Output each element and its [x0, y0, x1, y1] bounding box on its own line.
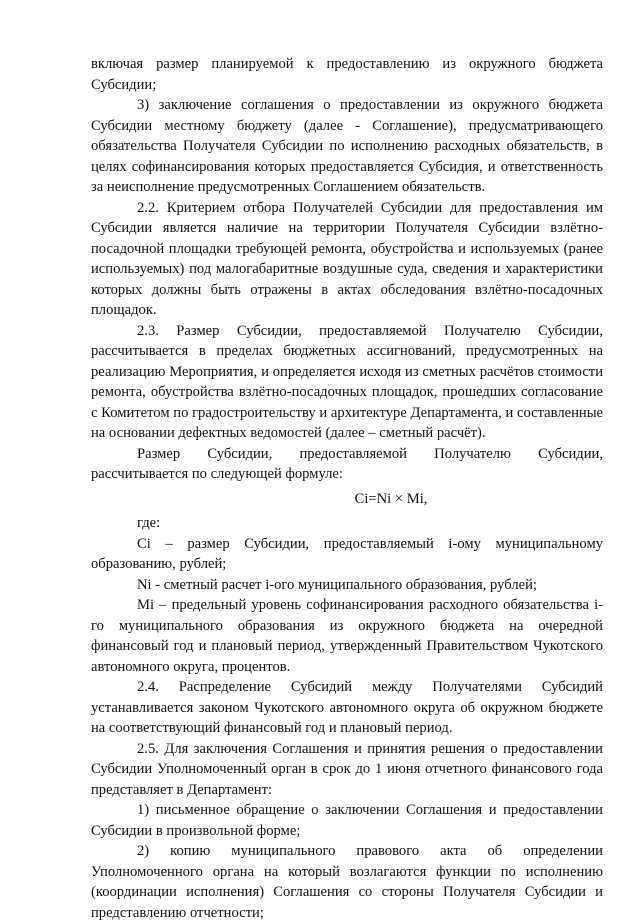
paragraph-item-2-legal-act: 2) копию муниципального правового акта об определении Уполномоченного органа на который возлагаются функции по исполнению (координации исполнения) Соглашения со стороны Получателя Субсидии и представлению отчетности; [91, 843, 603, 921]
paragraph-ci-definition: Ci – размер Субсидии, предоставляемый i-ому муниципальному образованию, рублей; [91, 535, 603, 572]
paragraph-2-2-selection-criterion: 2.2. Критерием отбора Получателей Субсидии для предоставления им Субсидии является наличие на территории Получателя Субсидии взлётно-посадочной площадки требующей ремонта, обустройства и используемых (ранее используемых) под малогабаритные воздушные суда, сведения и характеристики которых должны быть отражены в актах обследования взлётно-посадочных площадок. [91, 199, 603, 318]
paragraph-mi-definition: Mi – предельный уровень софинансирования расходного обязательства i-го муниципального образования из окружного бюджета на очередной финансовый год и плановый период, утвержденный Правительством Чукотского автономного округа, процентов. [91, 597, 603, 675]
paragraph-item-3-agreement: 3) заключение соглашения о предоставлении из окружного бюджета Субсидии местному бюджету (далее - Соглашение), предусматривающего обязательства Получателя Субсидии по исполнению расходных обязательств, в целях софинансирования которых предоставляется Субсидия, и ответственность за неисполнение предусмотренных Соглашением обязательств. [91, 97, 603, 195]
paragraph-2-3-subsidy-size: 2.3. Размер Субсидии, предоставляемой Получателю Субсидии, рассчитывается в пределах бюджетных ассигнований, предусмотренных на реализацию Мероприятия, и определяется исходя из сметных расчётов стоимости ремонта, обустройства взлётно-посадочных площадок, прошедших согласование с Комитетом по градостроительству и архитектуре Департамента, и составленные на основании дефектных ведомостей (далее – сметный расчёт). [91, 322, 603, 441]
paragraph-2-5-agreement-conclusion: 2.5. Для заключения Соглашения и принятия решения о предоставлении Субсидии Уполномоченный орган в срок до 1 июня отчетного финансового года представляет в Департамент: [91, 740, 603, 798]
document-page [91, 54, 603, 923]
paragraph-subsidy-size-end: включая размер планируемой к предоставлению из окружного бюджета Субсидии; [91, 56, 603, 93]
formula: Ci=Ni × Mi, [354, 490, 428, 507]
paragraph-where: где: [137, 515, 161, 531]
paragraph-formula-intro: Размер Субсидии, предоставляемой Получателю Субсидии, рассчитывается по следующей формуле: [91, 445, 603, 482]
paragraph-ni-definition: Ni - сметный расчет i-ого муниципального образования, рублей; [137, 576, 537, 593]
paragraph-item-1-request: 1) письменное обращение о заключении Соглашения и предоставлении Субсидии в произвольной форме; [91, 802, 603, 839]
paragraph-2-4-distribution: 2.4. Распределение Субсидий между Получателями Субсидий устанавливается законом Чукотского автономного округа об окружном бюджете на соответствующий финансовый год и плановый период. [91, 679, 603, 736]
